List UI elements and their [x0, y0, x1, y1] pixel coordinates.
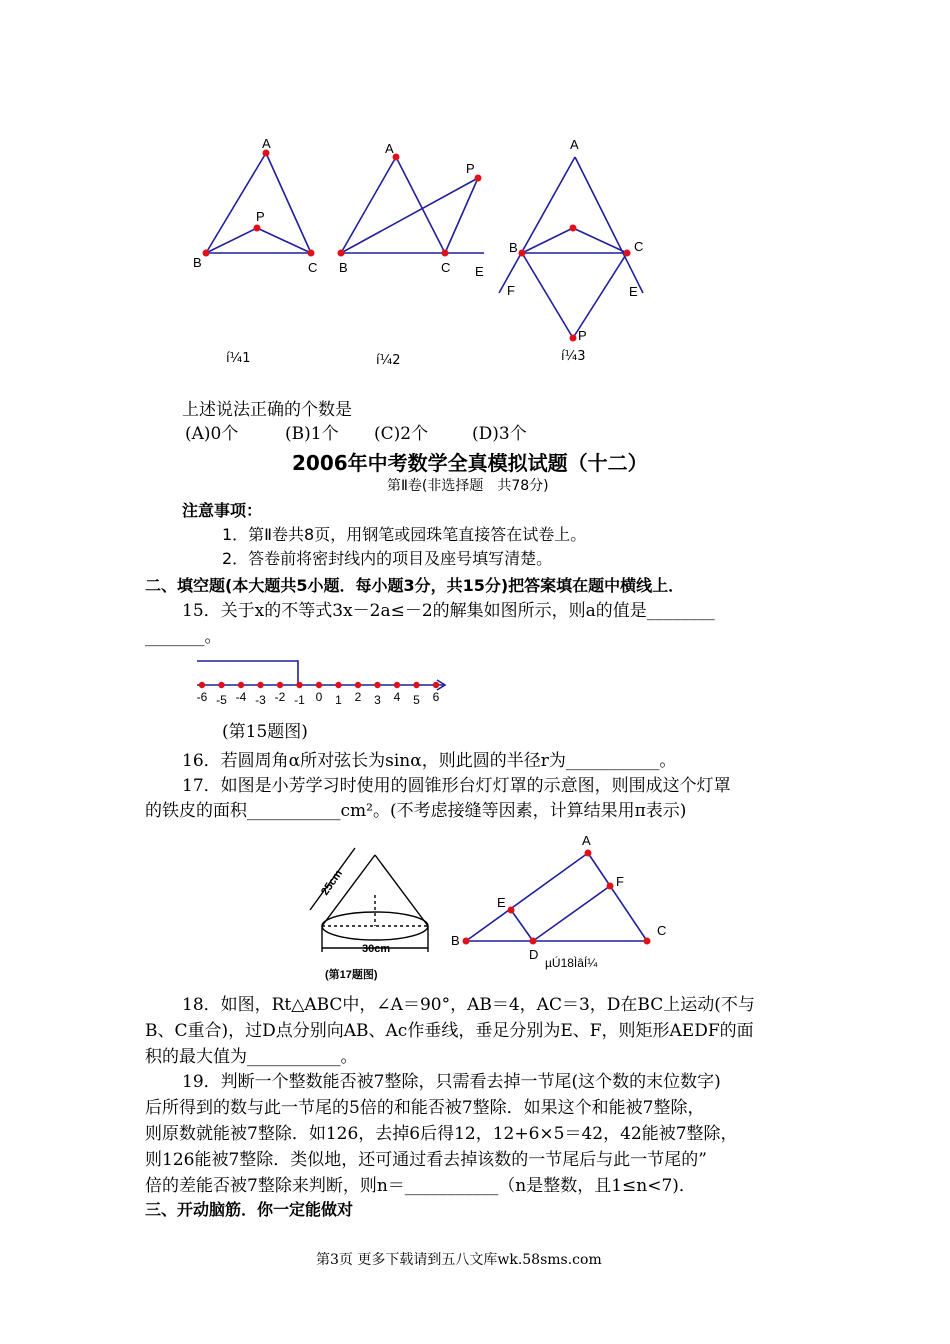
q19-line5: 倍的差能否被7整除来判断，则n＝___________（n是整数，且1≤n<7)．: [145, 1176, 696, 1196]
q18-label-b: B: [451, 933, 460, 948]
number-line-tick-label: 6: [432, 690, 440, 704]
number-line-tick-label: 5: [413, 693, 420, 707]
note-1: 1．第Ⅱ卷共8页，用钢笔或园珠笔直接答在试卷上。: [222, 525, 587, 544]
q18-point-a: [585, 850, 592, 857]
q18-line1: 18．如图，Rt△ABC中，∠A＝90°，AB＝4，AC＝3，D在BC上运动(不与: [182, 995, 755, 1015]
q18-label-c: C: [657, 923, 667, 938]
number-line-tick-label: 4: [393, 690, 401, 704]
fig2-point-c: [442, 250, 449, 257]
fig2-label-p: P: [466, 161, 475, 176]
number-line-tick-label: -5: [216, 693, 227, 707]
number-line-tick-label: 1: [335, 693, 342, 707]
q17-line2: 的铁皮的面积___________cm²。(不考虑接缝等因素，计算结果用π表示): [145, 801, 687, 821]
fig3-point-c: [624, 250, 631, 257]
fig1-label-p: P: [256, 209, 265, 224]
figure-2: [341, 157, 484, 253]
fig1-point-c: [308, 250, 315, 257]
solution-set-bracket: [197, 661, 298, 685]
q14-option-c: (C)2个: [374, 424, 429, 444]
number-line-tick-label: 3: [374, 693, 381, 707]
q19-line4: 则126能被7整除．类似地，还可通过看去掉该数的一节尾后与此一节尾的”: [145, 1150, 707, 1170]
q19-line1: 19．判断一个整数能否被7整除，只需看去掉一节尾(这个数的末位数字): [182, 1072, 721, 1092]
q14-option-a: (A)0个: [185, 424, 239, 444]
number-line-tick: [277, 682, 283, 688]
fig3-label-b: B: [509, 240, 518, 255]
cone-diameter-label: 30cm: [362, 943, 391, 955]
cone-slant-label: 25cm: [318, 867, 345, 898]
q18-line3: 积的最大值为___________。: [145, 1047, 358, 1067]
q18-line2: B、C重合)，过D点分别向AB、Ac作垂线，垂足分别为E、F，则矩形AEDF的面: [145, 1021, 754, 1041]
number-line-tick: [218, 682, 224, 688]
fig2-label-e: E: [475, 264, 484, 279]
q18-point-f: [607, 883, 614, 890]
top-figures: [0, 0, 950, 380]
number-line-tick: [335, 682, 341, 688]
q15-line1: 15．关于x的不等式3x－2a≤－2的解集如图所示，则a的值是________: [182, 601, 715, 621]
number-line-tick: [257, 682, 263, 688]
q14-option-b: (B)1个: [285, 424, 339, 444]
fig3-label-e: E: [629, 284, 638, 299]
fig3-point-inner: [570, 225, 577, 232]
notes-heading: 注意事项：: [182, 501, 263, 520]
q19-line2: 后所得到的数与此一节尾的5倍的和能否被7整除．如果这个和能被7整除，: [145, 1098, 705, 1118]
number-line-tick-label: 2: [354, 690, 362, 704]
fig2-label-c: C: [441, 260, 451, 275]
number-line-tick: [355, 682, 361, 688]
number-line-tick: [238, 682, 244, 688]
fig3-label-c: C: [634, 239, 644, 254]
fig3-point-b: [519, 250, 526, 257]
number-line-tick: [433, 682, 439, 688]
fig1-label-a: A: [262, 136, 271, 151]
number-line-tick: [199, 682, 205, 688]
number-line-tick-label: -4: [235, 690, 247, 704]
q18-label-f: F: [616, 874, 624, 889]
q14-prompt: 上述说法正确的个数是: [182, 400, 352, 420]
fig3-label-a: A: [570, 137, 579, 152]
fig1-label-c: C: [308, 260, 318, 275]
q18-label-a: A: [582, 833, 591, 848]
q15-caption: (第15题图): [222, 722, 308, 742]
q18-point-c: [644, 938, 651, 945]
q18-label-e: E: [497, 895, 506, 910]
fig3-point-p: [570, 335, 577, 342]
number-line-tick-label: 0: [315, 690, 323, 704]
q16-text: 16．若圆周角α所对弦长为sinα，则此圆的半径r为___________。: [182, 751, 677, 771]
number-line-tick: [296, 682, 302, 688]
section-3-heading: 三、开动脑筋．你一定能做对: [145, 1200, 354, 1219]
q19-line3: 则原数就能被7整除．如126，去掉6后得12，12+6×5＝42，42能被7整除，: [145, 1124, 738, 1144]
fig3-label-p: P: [578, 328, 587, 343]
section-2-heading: 二、填空题(本大题共5小题．每小题3分，共15分)把答案填在题中横线上．: [145, 576, 685, 595]
fig2-point-b: [338, 250, 345, 257]
number-line: [185, 655, 455, 710]
q18-point-e: [508, 907, 515, 914]
number-line-tick: [413, 682, 419, 688]
q18-figure: [445, 830, 675, 975]
figure-1: [206, 153, 311, 253]
fig2-point-p: [475, 175, 482, 182]
figure-3: [499, 157, 643, 338]
q18-point-b: [463, 938, 470, 945]
number-line-tick-label: -6: [196, 690, 208, 704]
fig1-label-b: B: [193, 255, 202, 270]
cone-caption: (第17题图): [325, 969, 378, 981]
fig2-label-b: B: [339, 260, 348, 275]
q18-caption: µÚ18ÌâÍ¼: [545, 956, 598, 970]
fig1-point-b: [203, 250, 210, 257]
fig1-caption: í¼1: [226, 351, 251, 366]
q17-line1: 17．如图是小芳学习时使用的圆锥形台灯灯罩的示意图，则围成这个灯罩: [182, 776, 731, 796]
fig2-caption: í¼2: [376, 353, 401, 368]
number-line-tick-label: -1: [294, 693, 305, 707]
page-footer: 第3页 更多下载请到五八文库wk.58sms.com: [316, 1252, 602, 1268]
q14-option-d: (D)3个: [472, 424, 527, 444]
exam-subtitle: 第Ⅱ卷(非选择题 共78分): [387, 478, 549, 494]
q15-line2: _______。: [145, 627, 222, 647]
fig3-caption: í¼3: [561, 349, 586, 364]
note-2: 2．答卷前将密封线内的项目及座号填写清楚。: [222, 549, 553, 568]
number-line-tick-label: -2: [274, 690, 286, 704]
number-line-tick: [316, 682, 322, 688]
fig3-label-f: F: [507, 283, 515, 298]
fig1-point-p: [254, 225, 261, 232]
number-line-tick: [374, 682, 380, 688]
exam-title: 2006年中考数学全真模拟试题（十二）: [292, 451, 648, 475]
fig2-label-a: A: [385, 141, 394, 156]
number-line-tick: [394, 682, 400, 688]
q18-point-d: [530, 938, 537, 945]
cone-figure: [300, 840, 450, 985]
q18-label-d: D: [529, 947, 539, 962]
number-line-tick-label: -3: [255, 693, 266, 707]
